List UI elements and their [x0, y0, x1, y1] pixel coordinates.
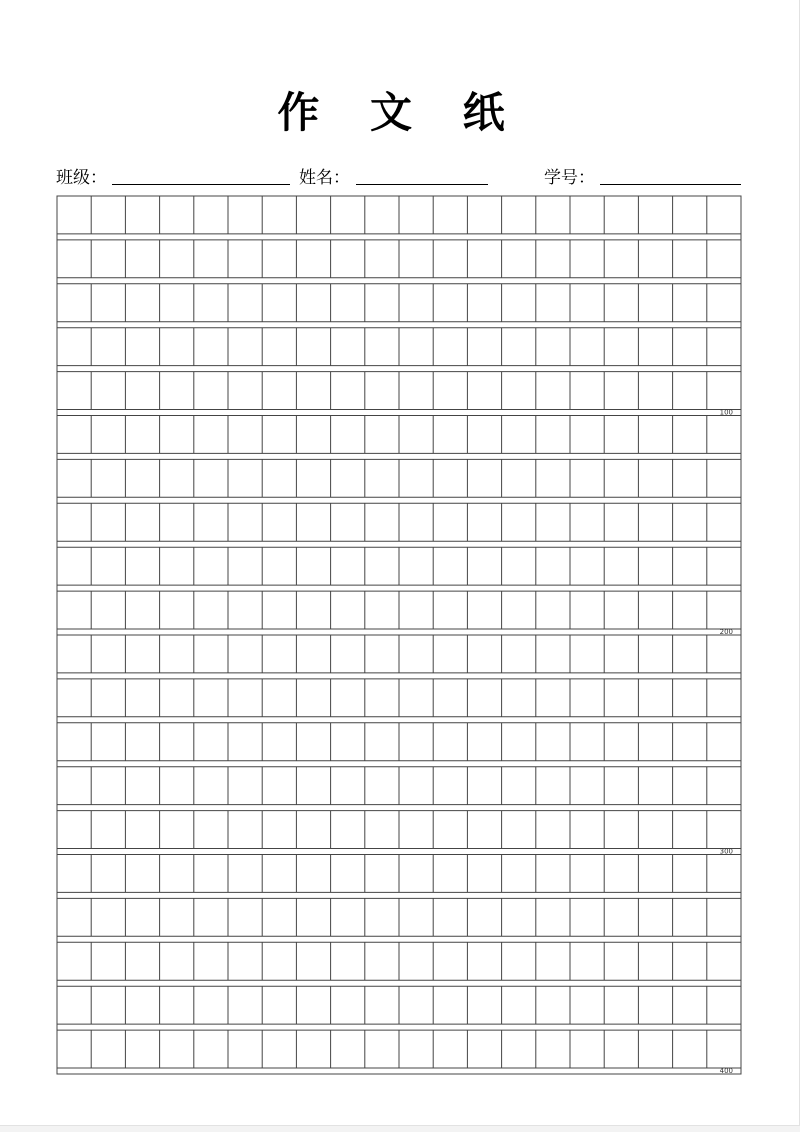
- count-marker: 300: [719, 847, 733, 856]
- name-label: 姓名：: [299, 168, 350, 188]
- count-marker: 100: [719, 408, 733, 417]
- student-no-label: 学号：: [544, 168, 595, 188]
- count-marker: 200: [719, 628, 733, 636]
- page-title: 作 文 纸: [277, 88, 523, 137]
- class-label: 班级：: [56, 168, 107, 188]
- count-marker: 400: [719, 1067, 733, 1075]
